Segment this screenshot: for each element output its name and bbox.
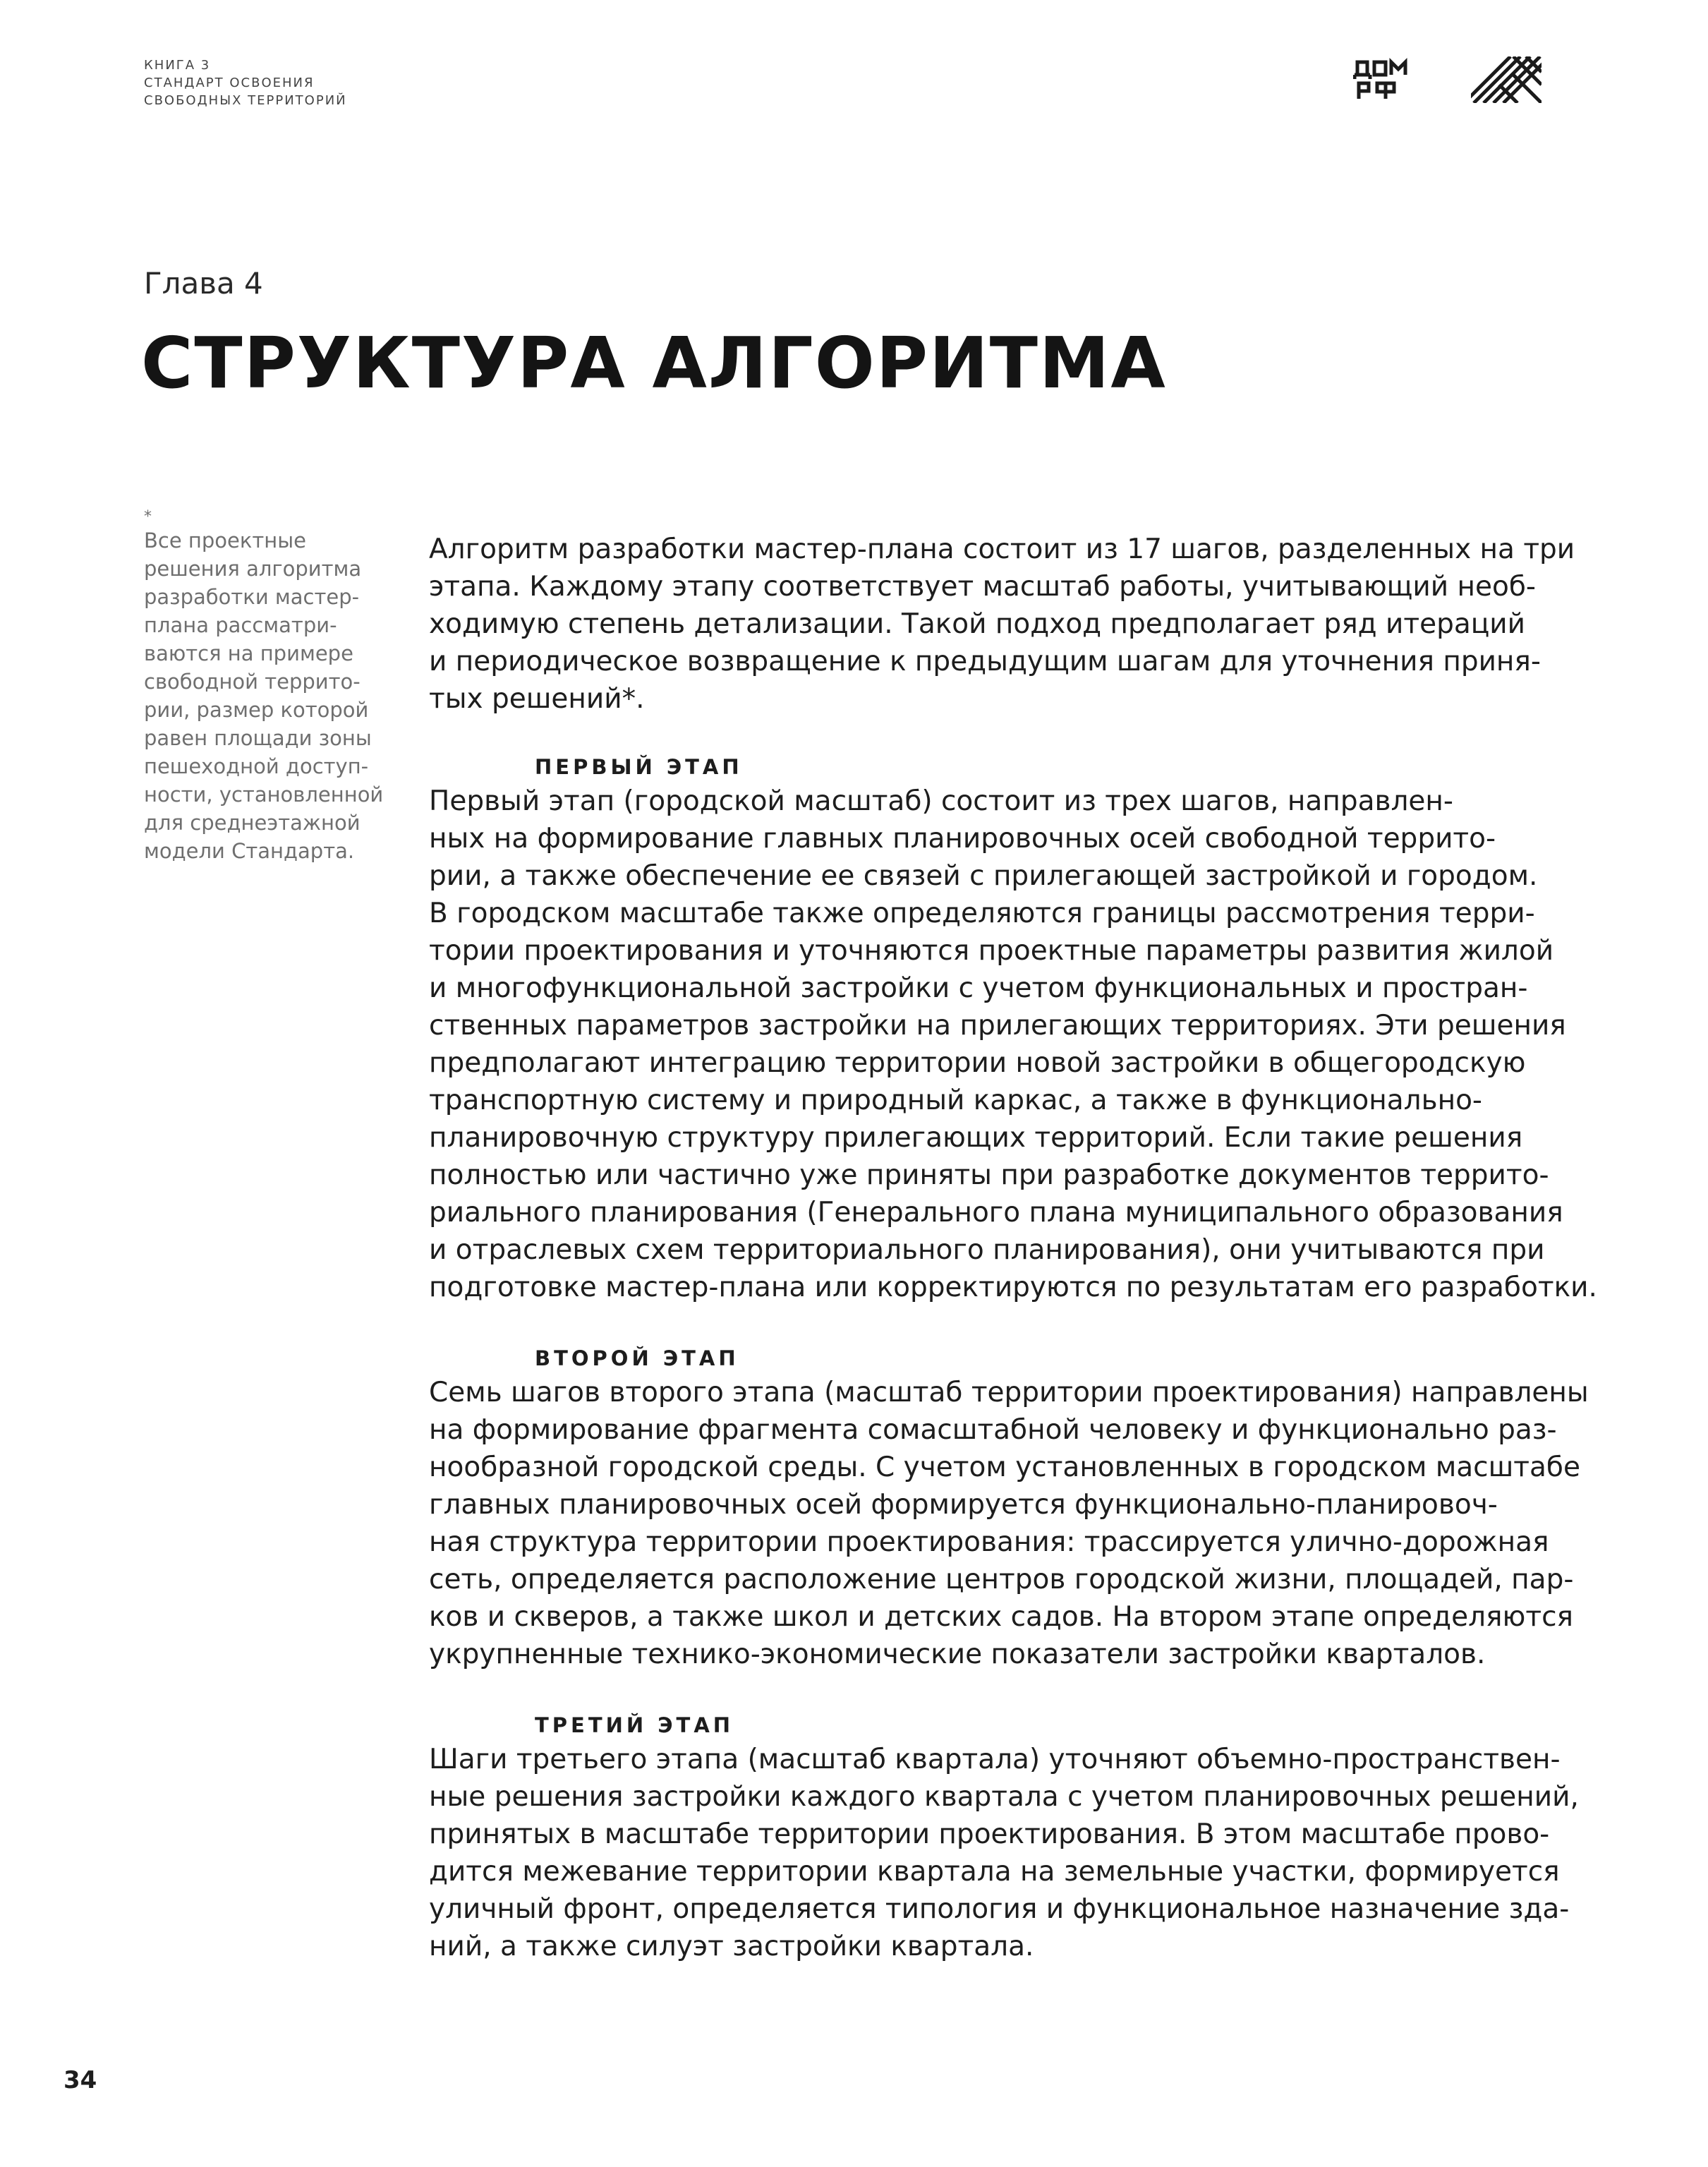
intro-line: и периодическое возвращение к предыдущим шагам для уточнения приня- bbox=[429, 646, 1541, 677]
stage-3-heading: ТРЕТИЙ ЭТАП bbox=[535, 1713, 734, 1737]
sidenote-line: рии, размер которой bbox=[144, 698, 369, 722]
sidenote-line: пешеходной доступ- bbox=[144, 754, 369, 778]
intro-line: Алгоритм разработки мастер-плана состоит из 17 шагов, разделенных на три bbox=[429, 533, 1575, 565]
stage-3-line: уличный фронт, определяется типология и функциональное назначение зда- bbox=[429, 1893, 1570, 1925]
stage-3-paragraph bbox=[429, 1741, 1579, 1965]
stage-1-line: тории проектирования и уточняются проектные параметры развития жилой bbox=[429, 935, 1554, 967]
stage-2-paragraph bbox=[429, 1374, 1589, 1673]
stage-3-line: дится межевание территории квартала на земельные участки, формируется bbox=[429, 1856, 1560, 1888]
pattern-logo-icon bbox=[1471, 56, 1542, 103]
book-header-line-3: СВОБОДНЫХ ТЕРРИТОРИЙ bbox=[144, 93, 347, 108]
intro-line: ходимую степень детализации. Такой подход предполагает ряд итераций bbox=[429, 608, 1525, 640]
sidenote-line: плана рассматри- bbox=[144, 613, 337, 637]
chapter-title: СТРУКТУРА АЛГОРИТМА bbox=[141, 322, 1167, 404]
stage-2-line: главных планировочных осей формируется функционально-планировоч- bbox=[429, 1489, 1498, 1521]
sidenote-line: для среднеэтажной bbox=[144, 811, 361, 835]
stage-2-line: нообразной городской среды. С учетом установленных в городском масштабе bbox=[429, 1451, 1580, 1483]
sidenote-marker: * bbox=[144, 508, 152, 526]
sidenote-line: ности, установленной bbox=[144, 783, 384, 807]
sidenote-line: равен площади зоны bbox=[144, 726, 372, 750]
stage-3-line: ний, а также силуэт застройки квартала. bbox=[429, 1931, 1034, 1962]
stage-1-line: риального планирования (Генерального плана муниципального образования bbox=[429, 1197, 1563, 1229]
stage-1-line: ных на формирование главных планировочных осей свободной террито- bbox=[429, 823, 1496, 855]
stage-1-line: В городском масштабе также определяются границы рассмотрения терри- bbox=[429, 898, 1535, 929]
stage-1-line: планировочную структуру прилегающих территорий. Если такие решения bbox=[429, 1122, 1523, 1154]
stage-1-line: и отраслевых схем территориального планирования), они учитываются при bbox=[429, 1234, 1545, 1266]
sidenote-line: Все проектные bbox=[144, 529, 306, 553]
stage-2-line: ков и скверов, а также школ и детских садов. На втором этапе определяются bbox=[429, 1601, 1573, 1633]
stage-1-line: ственных параметров застройки на прилегающих территориях. Эти решения bbox=[429, 1010, 1566, 1042]
dom-rf-logo-icon bbox=[1353, 56, 1410, 102]
book-header-line-2: СТАНДАРТ ОСВОЕНИЯ bbox=[144, 76, 315, 90]
stage-3-line: Шаги третьего этапа (масштаб квартала) уточняют объемно-пространствен- bbox=[429, 1744, 1561, 1775]
stage-3-line: ные решения застройки каждого квартала с учетом планировочных решений, bbox=[429, 1781, 1579, 1813]
stage-1-line: предполагают интеграцию территории новой застройки в общегородскую bbox=[429, 1047, 1526, 1079]
stage-2-line: Семь шагов второго этапа (масштаб территории проектирования) направлены bbox=[429, 1377, 1589, 1408]
chapter-label: Глава 4 bbox=[144, 266, 263, 301]
sidenote-line: модели Стандарта. bbox=[144, 839, 355, 863]
stage-1-line: подготовке мастер-плана или корректируются по результатам его разработки. bbox=[429, 1272, 1597, 1303]
stage-3-line: принятых в масштабе территории проектирования. В этом масштабе прово- bbox=[429, 1818, 1550, 1850]
intro-line: этапа. Каждому этапу соответствует масштаб работы, учитывающий необ- bbox=[429, 571, 1536, 603]
stage-1-paragraph bbox=[429, 783, 1597, 1306]
stage-1-heading: ПЕРВЫЙ ЭТАП bbox=[535, 755, 743, 779]
stage-2-line: ная структура территории проектирования: трассируется улично-дорожная bbox=[429, 1526, 1549, 1558]
book-header-line-1: КНИГА 3 bbox=[144, 58, 211, 73]
book-header bbox=[144, 56, 347, 109]
sidenote bbox=[144, 508, 398, 865]
sidenote-line: разработки мастер- bbox=[144, 585, 360, 609]
sidenote-line: решения алгоритма bbox=[144, 557, 362, 581]
intro-paragraph bbox=[429, 531, 1575, 718]
stage-2-line: укрупненные технико-экономические показатели застройки кварталов. bbox=[429, 1638, 1486, 1670]
sidenote-line: свободной террито- bbox=[144, 670, 361, 694]
intro-line: тых решений*. bbox=[429, 683, 645, 715]
sidenote-line: ваются на примере bbox=[144, 641, 353, 665]
stage-2-line: сеть, определяется расположение центров городской жизни, площадей, пар- bbox=[429, 1564, 1574, 1595]
page-number: 34 bbox=[63, 2066, 97, 2094]
stage-1-line: Первый этап (городской масштаб) состоит из трех шагов, направлен- bbox=[429, 785, 1453, 817]
stage-1-line: рии, а также обеспечение ее связей с прилегающей застройкой и городом. bbox=[429, 860, 1538, 892]
stage-2-line: на формирование фрагмента сомасштабной человеку и функционально раз- bbox=[429, 1414, 1557, 1446]
stage-1-line: полностью или частично уже приняты при разработке документов террито- bbox=[429, 1159, 1549, 1191]
stage-1-line: и многофункциональной застройки с учетом функциональных и простран- bbox=[429, 972, 1528, 1004]
main-text bbox=[429, 531, 1597, 1965]
stage-2-heading: ВТОРОЙ ЭТАП bbox=[535, 1346, 739, 1370]
stage-1-line: транспортную систему и природный каркас, а также в функционально- bbox=[429, 1085, 1483, 1116]
